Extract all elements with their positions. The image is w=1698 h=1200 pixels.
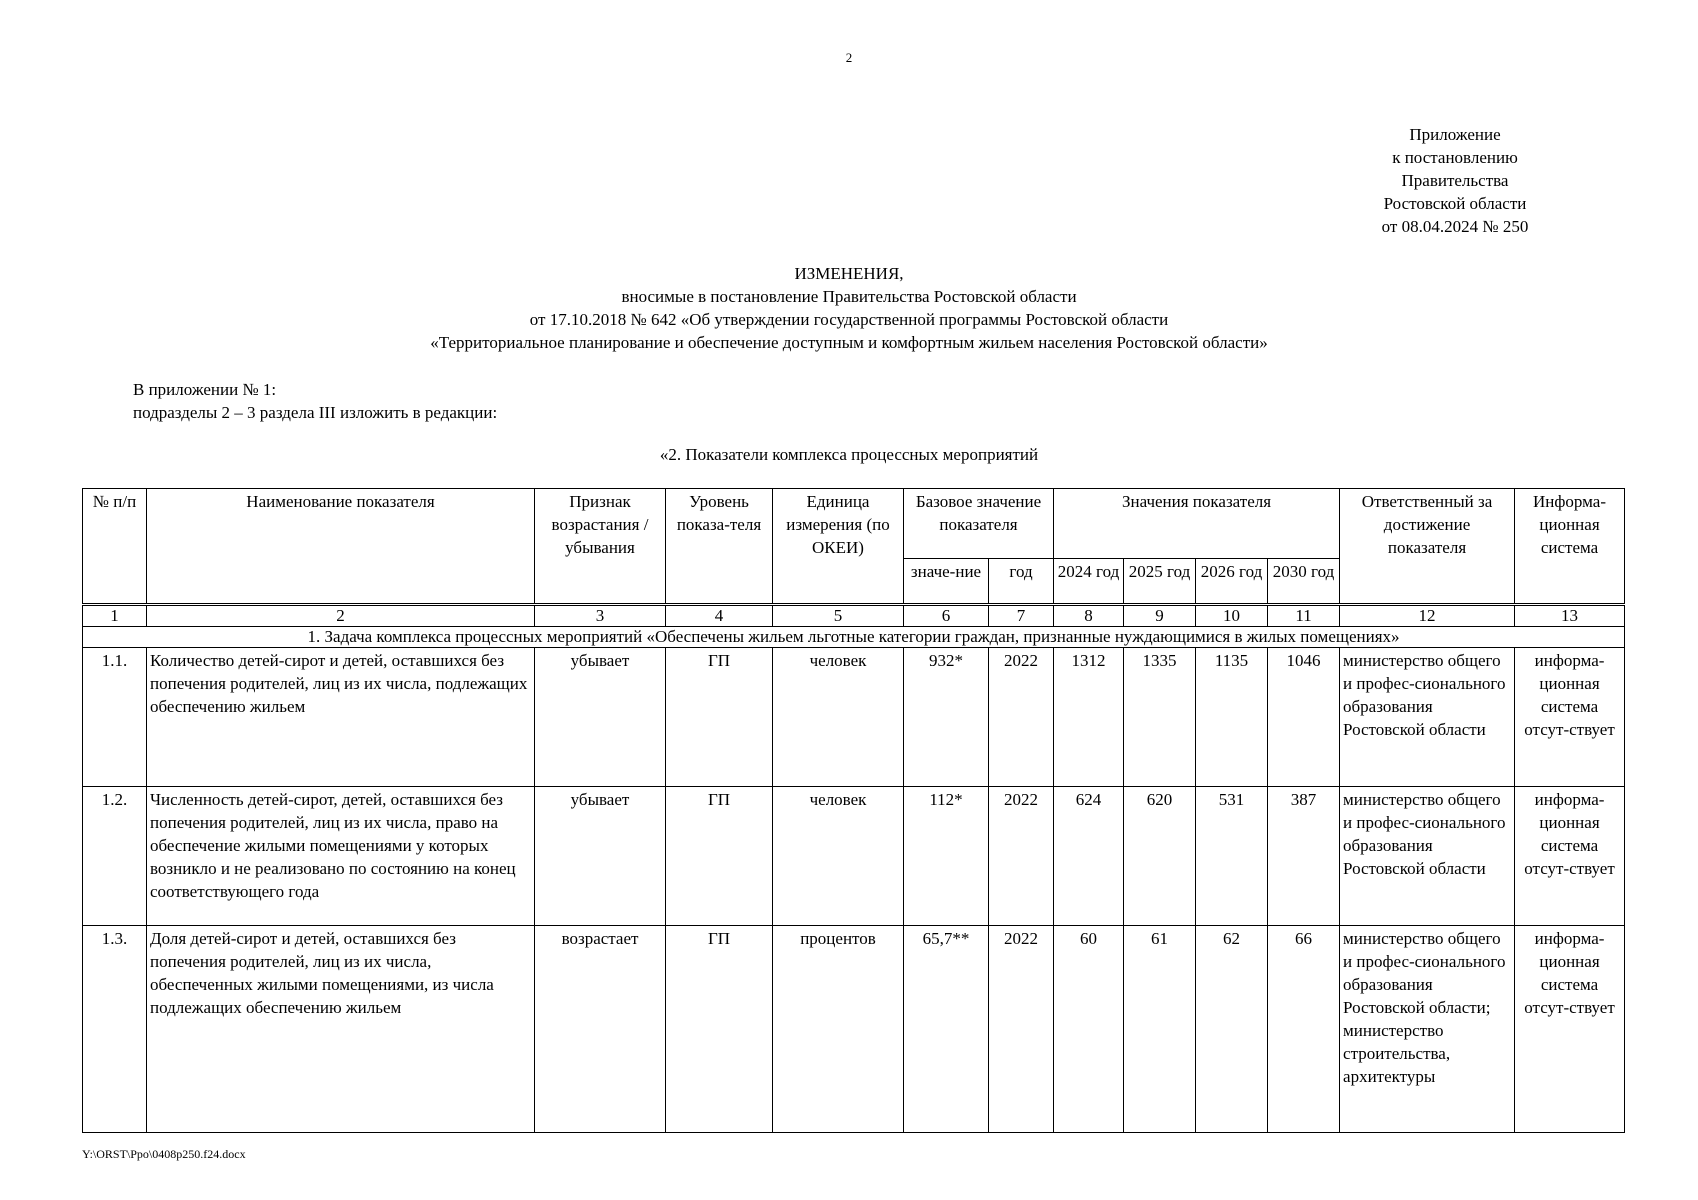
row-num: 1.2. [83,787,147,926]
column-number: 3 [535,605,666,627]
column-number-row [83,605,1625,627]
file-path: Y:\ORST\Ppo\0408p250.f24.docx [82,1147,246,1161]
row-responsible: министерство общего и профес-сионального образования Ростовской области [1340,787,1515,926]
row-num: 1.3. [83,926,147,1133]
row-indicator-name: Количество детей-сирот и детей, оставшихся без попечения родителей, лиц из их числа, подлежащих обеспечению жильем [147,648,535,787]
column-number: 11 [1268,605,1340,627]
row-indicator-name: Численность детей-сирот, детей, оставшихся без попечения родителей, лиц из их числа, право на обеспечение жилыми помещениями у которых возникло и не реализовано по состоянию на конец соответствующего года [147,787,535,926]
row-infosystem: информа-ционная система отсут-ствует [1515,787,1625,926]
header-unit: Единица измерения (по ОКЕИ) [773,489,904,605]
row-base-year: 2022 [989,787,1054,926]
intro-line: подразделы 2 – 3 раздела III изложить в редакции: [133,403,498,422]
column-number: 6 [904,605,989,627]
table-row [83,926,1625,1133]
row-base-year: 2022 [989,648,1054,787]
title-line: вносимые в постановление Правительства Ростовской области [621,287,1077,306]
row-value-2026: 1135 [1196,648,1268,787]
appendix-line: Ростовской области [1383,194,1527,213]
row-responsible: министерство общего и профес-сионального образования Ростовской области [1340,648,1515,787]
row-unit: человек [773,648,904,787]
header-year-2030: 2030 год [1268,559,1340,605]
row-value-2024: 624 [1054,787,1124,926]
document-title [0,262,1698,354]
row-value-2025: 61 [1124,926,1196,1133]
row-value-2030: 387 [1268,787,1340,926]
row-value-2026: 531 [1196,787,1268,926]
title-line: «Территориальное планирование и обеспечение доступным и комфортным жильем населения Ростовской области» [430,333,1268,352]
appendix-line: к постановлению [1392,148,1518,167]
column-number: 2 [147,605,535,627]
table-header-row [83,489,1625,559]
row-unit: человек [773,787,904,926]
header-level: Уровень показа-теля [666,489,773,605]
intro-line: В приложении № 1: [133,380,277,399]
header-infosystem: Информа-ционная система [1515,489,1625,605]
task-title: 1. Задача комплекса процессных мероприятий «Обеспечены жильем льготные категории граждан, признанные нуждающимися в жилых помещениях» [83,627,1625,648]
header-year-2026: 2026 год [1196,559,1268,605]
row-unit: процентов [773,926,904,1133]
row-infosystem: информа-ционная система отсут-ствует [1515,648,1625,787]
header-values: Значения показателя [1054,489,1340,559]
row-value-2025: 620 [1124,787,1196,926]
indicators-table [82,488,1625,1133]
row-value-2025: 1335 [1124,648,1196,787]
header-year-2025: 2025 год [1124,559,1196,605]
row-indicator-name: Доля детей-сирот и детей, оставшихся без попечения родителей, лиц из их числа, обеспеченных жилыми помещениями, из числа подлежащих обеспечению жильем [147,926,535,1133]
page-number: 2 [845,50,853,65]
header-responsible: Ответственный за достижение показателя [1340,489,1515,605]
column-number: 7 [989,605,1054,627]
row-value-2026: 62 [1196,926,1268,1133]
row-trend: убывает [535,648,666,787]
header-base: Базовое значение показателя [904,489,1054,559]
row-trend: убывает [535,787,666,926]
column-number: 4 [666,605,773,627]
column-number: 5 [773,605,904,627]
row-base-year: 2022 [989,926,1054,1133]
row-value-2024: 60 [1054,926,1124,1133]
appendix-line: Приложение [1409,125,1501,144]
section-title: «2. Показатели комплекса процессных мероприятий [659,445,1039,464]
row-num: 1.1. [83,648,147,787]
appendix-line: Правительства [1401,171,1509,190]
column-number: 10 [1196,605,1268,627]
row-value-2030: 66 [1268,926,1340,1133]
column-number: 12 [1340,605,1515,627]
row-level: ГП [666,787,773,926]
appendix-line: от 08.04.2024 № 250 [1381,217,1529,236]
intro-block [133,378,497,424]
header-base-year: год [989,559,1054,605]
header-num: № п/п [83,489,147,605]
row-value-2030: 1046 [1268,648,1340,787]
column-number: 1 [83,605,147,627]
appendix-block [1355,123,1555,238]
column-number: 8 [1054,605,1124,627]
column-number: 9 [1124,605,1196,627]
row-infosystem: информа-ционная система отсут-ствует [1515,926,1625,1133]
table-row [83,787,1625,926]
header-name: Наименование показателя [147,489,535,605]
header-base-value: значе-ние [904,559,989,605]
row-value-2024: 1312 [1054,648,1124,787]
title-line: от 17.10.2018 № 642 «Об утверждении государственной программы Ростовской области [529,310,1169,329]
header-trend: Признак возрастания / убывания [535,489,666,605]
column-number: 13 [1515,605,1625,627]
row-level: ГП [666,648,773,787]
header-year-2024: 2024 год [1054,559,1124,605]
table-row [83,648,1625,787]
row-base-value: 65,7** [904,926,989,1133]
row-responsible: министерство общего и профес-сионального образования Ростовской области; министерство строительства, архитектуры [1340,926,1515,1133]
title-heading: ИЗМЕНЕНИЯ, [794,264,904,283]
task-row [83,627,1625,648]
row-level: ГП [666,926,773,1133]
row-base-value: 112* [904,787,989,926]
row-base-value: 932* [904,648,989,787]
row-trend: возрастает [535,926,666,1133]
